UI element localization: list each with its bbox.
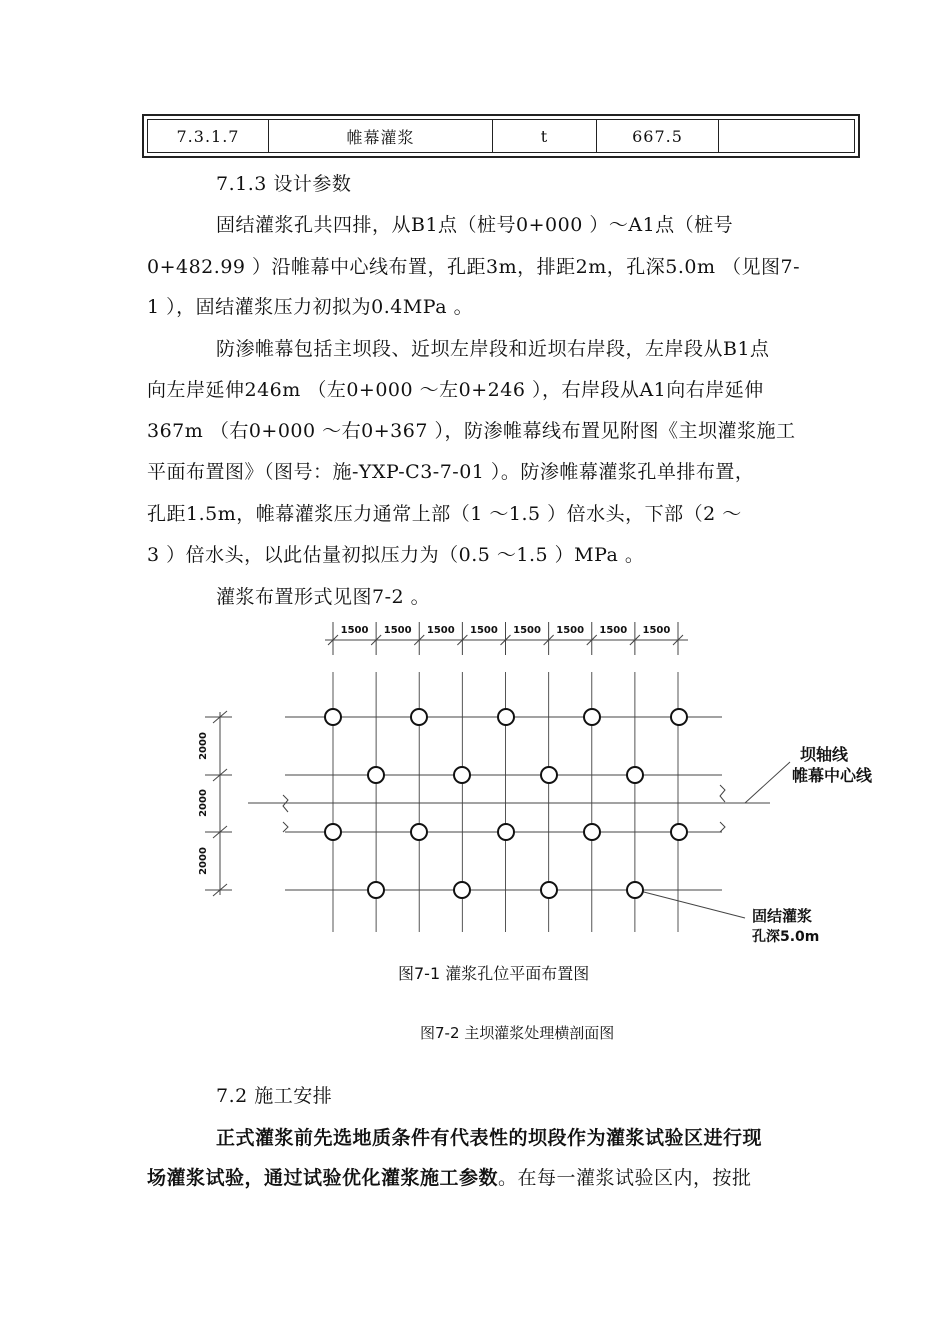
grout-hole: [584, 824, 600, 840]
dimension-label: 1500: [383, 625, 412, 636]
table-cell-item: 帷幕灌浆: [269, 120, 493, 152]
paragraph-line: 固结灌浆孔共四排，从B1点（桩号0+000 ）～A1点（桩号: [216, 214, 734, 236]
grout-hole: [541, 767, 557, 783]
paragraph-line: 防渗帷幕包括主坝段、近坝左岸段和近坝右岸段，左岸段从B1点: [216, 338, 770, 360]
grout-hole: [454, 767, 470, 783]
grout-hole: [627, 767, 643, 783]
axis-label: 坝轴线: [800, 745, 849, 764]
figure-caption-7-1: 图7-1 灌浆孔位平面布置图: [398, 964, 590, 983]
grout-hole: [498, 824, 514, 840]
dimension-label: 2000: [198, 847, 209, 875]
grout-hole: [498, 709, 514, 725]
grout-hole: [454, 882, 470, 898]
grout-hole: [584, 709, 600, 725]
grout-hole: [325, 709, 341, 725]
dimension-label: 2000: [198, 732, 209, 760]
paragraph-line: [147, 1166, 867, 1190]
grout-hole: [671, 709, 687, 725]
quantity-table: [142, 114, 860, 158]
grout-hole: [627, 882, 643, 898]
grout-hole: [541, 882, 557, 898]
table-cell-quantity: 667.5: [597, 120, 719, 152]
dimension-label: 1500: [642, 625, 671, 636]
paragraph-line: 平面布置图》（图号：施-YXP-C3-7-01 ）。防渗帷幕灌浆孔单排布置，: [147, 461, 755, 483]
dimension-label: 1500: [340, 625, 369, 636]
paragraph-line: 367m （右0+000 ～右0+367 ），防渗帷幕线布置见附图《主坝灌浆施工: [147, 420, 796, 442]
grout-hole: [671, 824, 687, 840]
dimension-label: 2000: [198, 789, 209, 817]
table-cell-code: 7.3.1.7: [148, 120, 269, 152]
table-cell-note: [719, 120, 854, 152]
grout-hole: [325, 824, 341, 840]
hole-label: 固结灌浆: [752, 907, 813, 925]
grout-hole-layout-figure: [180, 610, 900, 950]
paragraph-line: 3 ）倍水头，以此估量初拟压力为（0.5 ～1.5 ）MPa 。: [147, 544, 645, 566]
paragraph-line: 向左岸延伸246m （左0+000 ～左0+246 ），右岸段从A1向右岸延伸: [147, 379, 764, 401]
bold-text: 场灌浆试验，通过试验优化灌浆施工参数: [147, 1167, 499, 1189]
figure-caption-7-2: 图7-2 主坝灌浆处理横剖面图: [420, 1024, 615, 1042]
grout-hole: [368, 767, 384, 783]
section-heading-7-2: 7.2 施工安排: [216, 1085, 333, 1107]
dimension-label: 1500: [426, 625, 455, 636]
table-cell-unit: t: [493, 120, 597, 152]
grout-hole: [411, 709, 427, 725]
paragraph-line: 灌浆布置形式见图7-2 。: [216, 586, 431, 608]
grout-hole: [368, 882, 384, 898]
dimension-label: 1500: [556, 625, 585, 636]
plain-text: 。在每一灌浆试验区内，按批: [498, 1167, 752, 1189]
grout-hole: [411, 824, 427, 840]
axis-label: 帷幕中心线: [792, 766, 873, 785]
section-heading-7-1-3: 7.1.3 设计参数: [216, 173, 352, 195]
paragraph-line-bold: 正式灌浆前先选地质条件有代表性的坝段作为灌浆试验区进行现: [216, 1127, 763, 1149]
dimension-label: 1500: [470, 625, 498, 636]
hole-label: 孔深5.0m: [752, 929, 820, 945]
paragraph-line: 1 ），固结灌浆压力初拟为0.4MPa 。: [147, 296, 474, 318]
paragraph-line: 0+482.99 ）沿帷幕中心线布置，孔距3m，排距2m，孔深5.0m （见图7-: [147, 256, 801, 278]
dimension-label: 1500: [599, 625, 628, 636]
paragraph-line: 孔距1.5m，帷幕灌浆压力通常上部（1 ～1.5 ）倍水头，下部（2 ～: [147, 503, 742, 525]
dimension-label: 1500: [513, 625, 541, 636]
